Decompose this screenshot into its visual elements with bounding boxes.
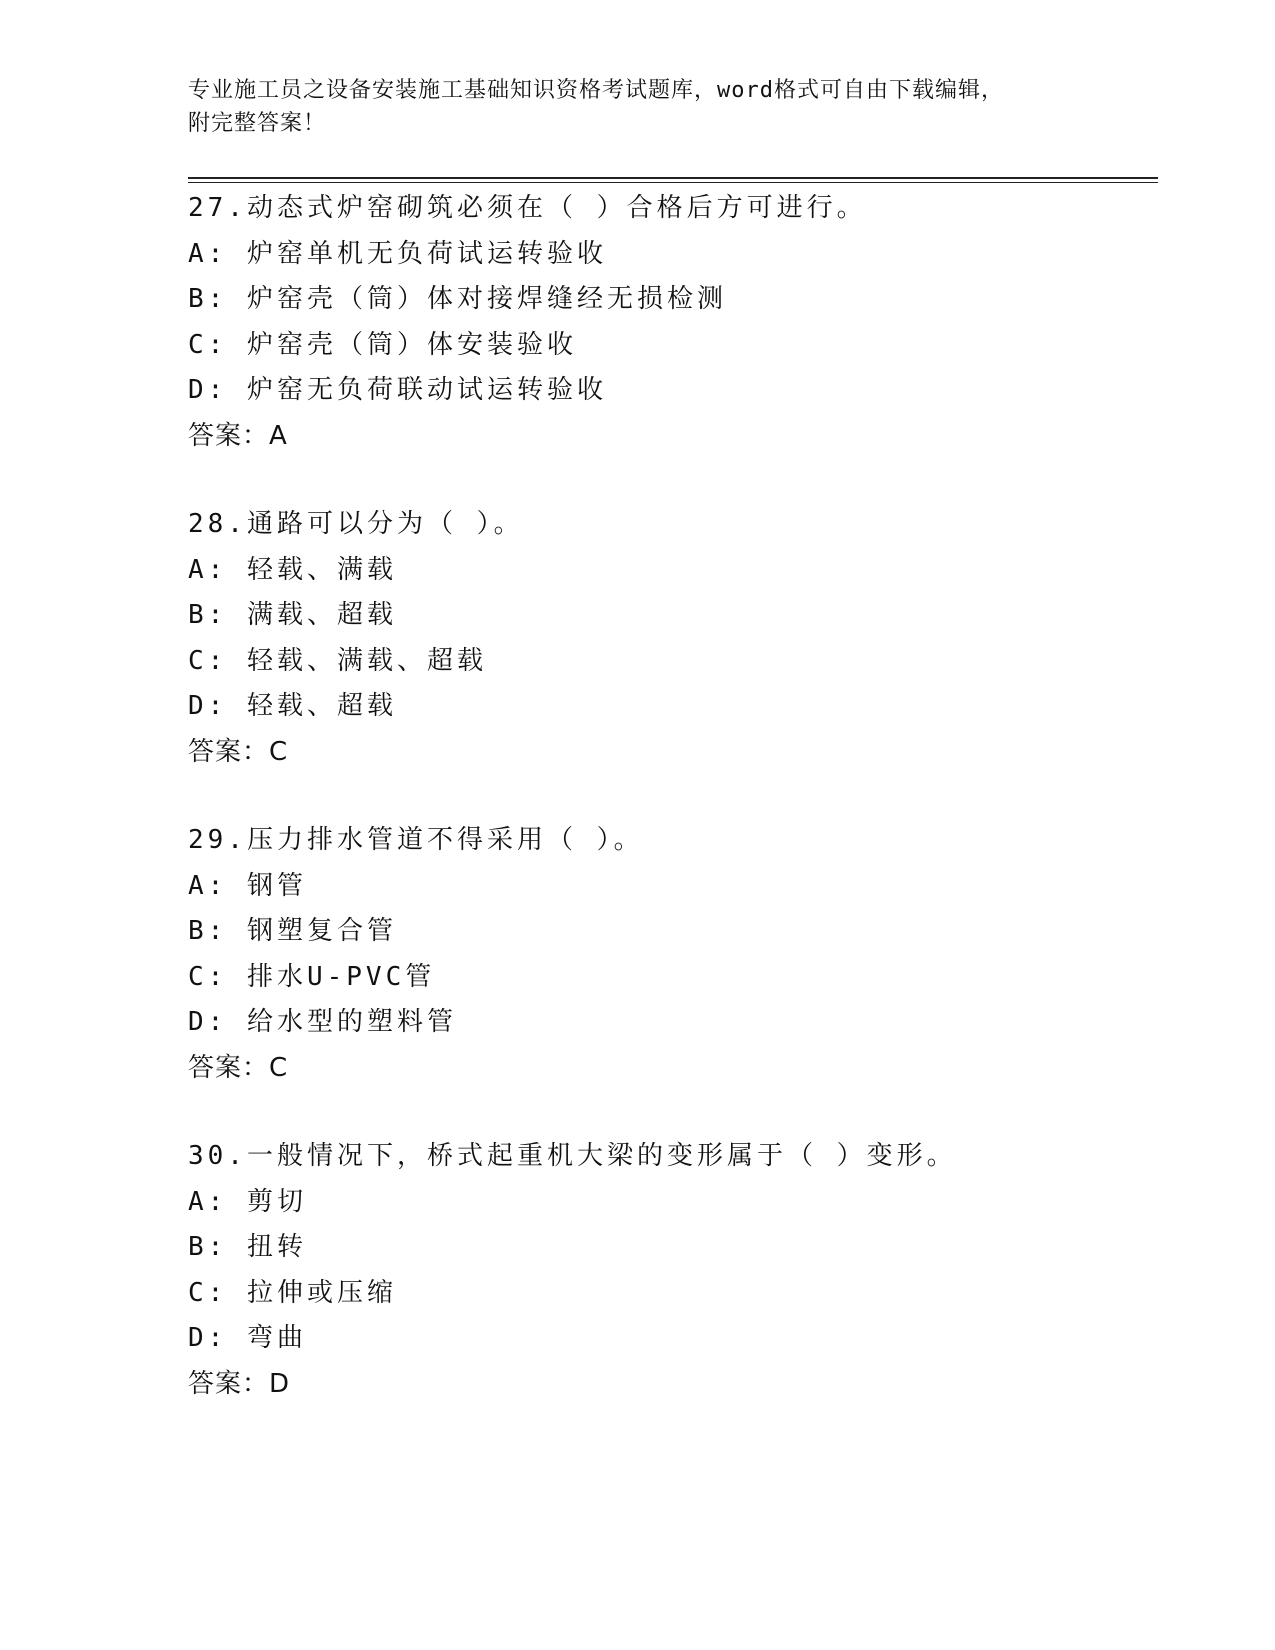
header-divider bbox=[188, 177, 1158, 183]
option-b: B: 炉窑壳（筒）体对接焊缝经无损检测 bbox=[188, 284, 727, 314]
option-a: A: 钢管 bbox=[188, 870, 307, 901]
document-header bbox=[188, 74, 1068, 140]
header-line-2: 附完整答案！ bbox=[188, 111, 327, 136]
option-c: C: 炉窑壳（筒）体安装验收 bbox=[188, 329, 577, 360]
answer: 答案：A bbox=[188, 420, 288, 451]
question-stem: 29.压力排水管道不得采用（ ）。 bbox=[188, 825, 644, 855]
question-stem: 28.通路可以分为（ ）。 bbox=[188, 509, 524, 539]
option-c: C: 排水U-PVC管 bbox=[188, 961, 436, 992]
option-c: C: 轻载、满载、超载 bbox=[188, 645, 487, 676]
option-d: D: 轻载、超载 bbox=[188, 691, 397, 721]
option-a: A: 轻载、满载 bbox=[188, 554, 397, 585]
option-c: C: 拉伸或压缩 bbox=[188, 1277, 397, 1308]
question-stem: 30.一般情况下，桥式起重机大梁的变形属于（ ）变形。 bbox=[188, 1141, 957, 1171]
header-line-1: 专业施工员之设备安装施工基础知识资格考试题库，word格式可自由下载编辑， bbox=[188, 78, 1004, 103]
option-b: B: 扭转 bbox=[188, 1232, 307, 1262]
option-a: A: 剪切 bbox=[188, 1186, 307, 1217]
answer: 答案：C bbox=[188, 1052, 289, 1083]
answer: 答案：C bbox=[188, 736, 289, 767]
question-29 bbox=[188, 818, 1168, 1091]
option-d: D: 给水型的塑料管 bbox=[188, 1007, 457, 1037]
option-d: D: 弯曲 bbox=[188, 1323, 307, 1353]
option-b: B: 钢塑复合管 bbox=[188, 916, 397, 946]
option-d: D: 炉窑无负荷联动试运转验收 bbox=[188, 375, 607, 405]
option-a: A: 炉窑单机无负荷试运转验收 bbox=[188, 238, 607, 269]
question-27 bbox=[188, 186, 1168, 459]
option-b: B: 满载、超载 bbox=[188, 600, 397, 630]
question-stem: 27.动态式炉窑砌筑必须在（ ）合格后方可进行。 bbox=[188, 193, 867, 223]
question-28 bbox=[188, 502, 1168, 775]
answer: 答案：D bbox=[188, 1368, 291, 1399]
question-30 bbox=[188, 1134, 1168, 1407]
